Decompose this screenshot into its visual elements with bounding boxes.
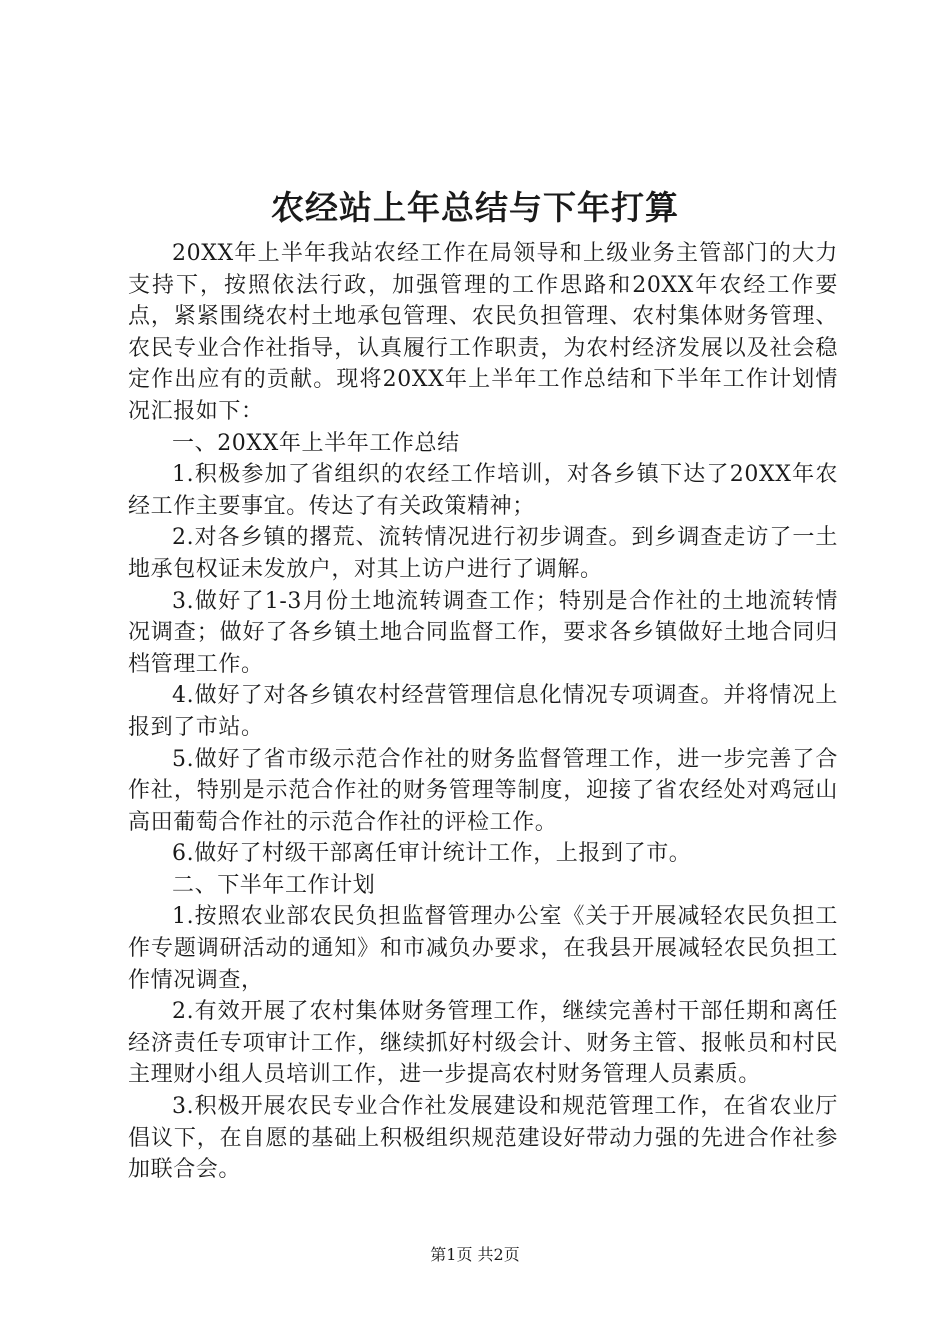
page-number: 第1页 共2页 [430,1245,520,1264]
section-heading-first-half: 一、20XX年上半年工作总结 [172,430,460,456]
summary-item-4: 4.做好了对各乡镇农村经营管理信息化情况专项调查。并将情况上报到了市站。 [128,683,838,740]
document-body [128,238,838,1186]
intro-paragraph: 20XX年上半年我站农经工作在局领导和上级业务主管部门的大力支持下，按照依法行政，加强管理的工作思路和20XX年农经工作要点，紧紧围绕农村土地承包管理、农民负担管理、农村集体财务管理、农民专业合作社指导，认真履行工作职责，为农村经济发展以及社会稳定作出应有的贡献。现将20XX年上半年工作总结和下半年工作计划情况汇报如下： [128,241,838,424]
plan-item-1: 1.按照农业部农民负担监督管理办公室《关于开展减轻农民负担工作专题调研活动的通知》和市减负办要求，在我县开展减轻农民负担工作情况调查， [128,904,838,993]
document-title: 农经站上年总结与下年打算 [271,188,679,227]
summary-item-5: 5.做好了省市级示范合作社的财务监督管理工作，进一步完善了合作社，特别是示范合作社的财务管理等制度，迎接了省农经处对鸡冠山高田葡萄合作社的示范合作社的评检工作。 [128,746,838,835]
section-heading-second-half: 二、下半年工作计划 [172,872,376,898]
plan-item-3: 3.积极开展农民专业合作社发展建设和规范管理工作，在省农业厅倡议下，在自愿的基础上积极组织规范建设好带动力强的先进合作社参加联合会。 [128,1094,838,1183]
summary-item-6: 6.做好了村级干部离任审计统计工作，上报到了市。 [172,841,692,867]
plan-item-2: 2.有效开展了农村集体财务管理工作，继续完善村干部任期和离任经济责任专项审计工作，继续抓好村级会计、财务主管、报帐员和村民主理财小组人员培训工作，进一步提高农村财务管理人员素质。 [128,999,838,1088]
summary-item-2: 2.对各乡镇的撂荒、流转情况进行初步调查。到乡调查走访了一土地承包权证未发放户，对其上访户进行了调解。 [128,525,838,582]
summary-item-3: 3.做好了1-3月份土地流转调查工作；特别是合作社的土地流转情况调查；做好了各乡镇土地合同监督工作，要求各乡镇做好土地合同归档管理工作。 [128,588,838,677]
summary-item-1: 1.积极参加了省组织的农经工作培训，对各乡镇下达了20XX年农经工作主要事宜。传达了有关政策精神； [128,462,838,519]
